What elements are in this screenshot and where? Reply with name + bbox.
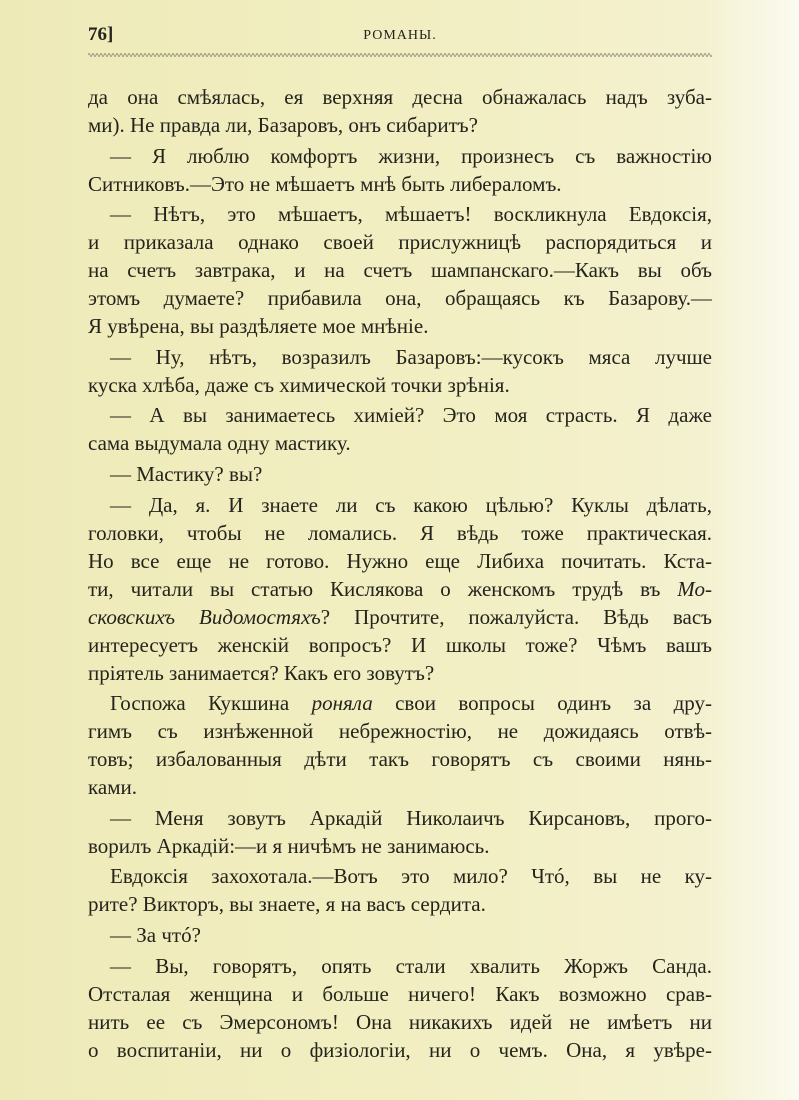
text-line (88, 689, 712, 717)
text-segment: ти, читали вы статью Кислякова о женскомъ трудѣ въ (88, 576, 678, 601)
text-segment: интересуетъ женскій вопросъ? И школы тоже? Чѣмъ вашъ (88, 632, 712, 657)
text-segment: Ситниковъ.—Это не мѣшаетъ мнѣ быть либераломъ. (88, 171, 562, 196)
text-segment: — За чтó? (110, 922, 201, 947)
text-segment: — Мастику? вы? (110, 461, 263, 486)
text-segment: гимъ съ изнѣженной небрежностію, не дожидаясь отвѣ- (88, 719, 712, 744)
text-segment: — Меня зовутъ Аркадій Николаичъ Кирсановъ, прого- (110, 805, 712, 830)
text-line (88, 745, 712, 773)
text-line (88, 980, 712, 1008)
text-segment: — А вы занимаетесь химіей? Это моя страсть. Я даже (110, 403, 712, 428)
text-segment: — Да, я. И знаете ли съ какою цѣлью? Куклы дѣлать, (110, 492, 712, 517)
text-segment: Отсталая женщина и больше ничего! Какъ возможно срав- (88, 981, 712, 1006)
text-line (88, 804, 712, 832)
text-segment: товъ; избалованныя дѣти такъ говорятъ съ своими нянь- (88, 747, 712, 772)
text-line (88, 547, 712, 575)
italic-text: роняла (311, 691, 373, 716)
text-line (88, 228, 712, 256)
text-segment: — Вы, говорятъ, опять стали хвалить Жоржъ Санда. (110, 953, 712, 978)
text-line (88, 952, 712, 980)
text-line (88, 659, 712, 687)
text-segment: головки, чтобы не ломались. Я вѣдь тоже практическая. (88, 520, 712, 545)
text-segment: свои вопросы одинъ за дру- (372, 691, 712, 716)
text-line (88, 170, 712, 198)
text-line (88, 460, 712, 488)
text-segment: да она смѣялась, ея верхняя десна обнажалась надъ зуба- (88, 85, 712, 109)
text-line (88, 921, 712, 949)
page-header (88, 24, 712, 48)
text-segment: — Ну, нѣтъ, возразилъ Базаровъ:—кусокъ мяса лучше (110, 344, 712, 369)
text-line (88, 890, 712, 918)
page-number: 76] (88, 24, 114, 45)
text-line (88, 83, 712, 111)
text-line (88, 1008, 712, 1036)
text-segment: Евдоксія захохотала.—Вотъ это мило? Чтó, вы не ку- (110, 864, 712, 889)
text-line (88, 312, 712, 340)
text-segment: о воспитаніи, ни о физіологіи, ни о чемъ. Она, я увѣре- (88, 1037, 712, 1062)
text-segment: ми). Не правда ли, Базаровъ, онъ сибаритъ? (88, 113, 478, 137)
text-line (88, 717, 712, 745)
text-segment: ворилъ Аркадій:—и я ничѣмъ не занимаюсь. (88, 833, 490, 858)
text-line (88, 773, 712, 801)
text-line (88, 142, 712, 170)
text-segment: этомъ думаете? прибавила она, обращаясь къ Базарову.— (88, 286, 712, 311)
text-segment: Я увѣрена, вы раздѣляете мое мнѣніе. (88, 314, 429, 339)
text-line (88, 1036, 712, 1064)
text-line (88, 832, 712, 860)
text-segment: ? Прочтите, пожалуйста. Вѣдь васъ (320, 604, 712, 629)
text-segment: ками. (88, 775, 137, 800)
text-line (88, 284, 712, 312)
italic-text: Мо- (677, 576, 712, 601)
italic-text: сковскихъ Видомостяхъ (88, 604, 321, 629)
text-line (88, 343, 712, 371)
text-line (88, 429, 712, 457)
page-body-text (88, 83, 712, 1064)
text-segment: Но все еще не готово. Нужно еще Либиха почитать. Кста- (88, 548, 712, 573)
text-line (88, 256, 712, 284)
wavy-divider (88, 52, 712, 58)
text-segment: — Я люблю комфортъ жизни, произнесъ съ важностію (110, 143, 712, 168)
text-line (88, 575, 712, 603)
text-line (88, 603, 712, 631)
text-line (88, 200, 712, 228)
text-segment: и приказала однако своей прислужницѣ распорядиться и (88, 230, 712, 255)
text-segment: на счетъ завтрака, и на счетъ шампанскаго.—Какъ вы объ (88, 258, 712, 283)
text-segment: — Нѣтъ, это мѣшаетъ, мѣшаетъ! воскликнула Евдоксія, (110, 202, 712, 227)
text-line (88, 401, 712, 429)
text-segment: нить ее съ Эмерсономъ! Она никакихъ идей не имѣетъ ни (88, 1009, 712, 1034)
running-title: РОМАНЫ. (363, 28, 437, 43)
text-line (88, 371, 712, 399)
text-line (88, 519, 712, 547)
text-segment: пріятель занимается? Какъ его зовутъ? (88, 660, 435, 685)
text-segment: куска хлѣба, даже съ химической точки зрѣнія. (88, 372, 510, 397)
text-line (88, 111, 712, 139)
text-segment: сама выдумала одну мастику. (88, 431, 351, 456)
text-segment: рите? Викторъ, вы знаете, я на васъ сердита. (88, 892, 486, 917)
text-segment: Госпожа Кукшина (110, 691, 312, 716)
text-line (88, 491, 712, 519)
text-line (88, 862, 712, 890)
text-line (88, 631, 712, 659)
